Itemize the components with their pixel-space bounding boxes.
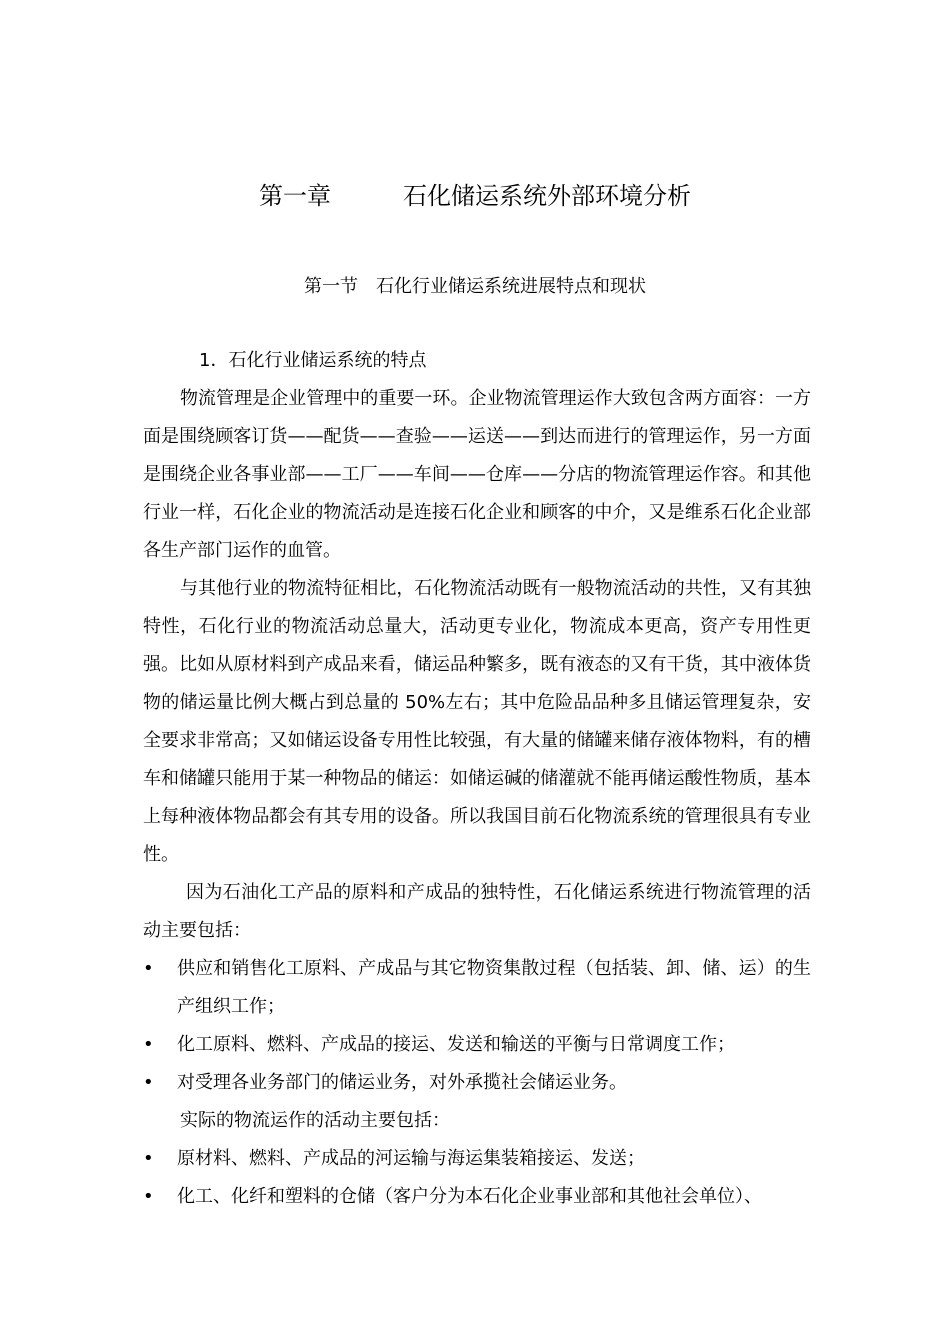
paragraph-2: 与其他行业的物流特征相比，石化物流活动既有一般物流活动的共性，又有其独特性，石化行业的物流活动总量大，活动更专业化，物流成本更高，资产专用性更强。比如从原材料到产成品来看，储运品种繁多，既有液态的又有干货，其中液体货物的储运量比例大概占到总量的 50%左右；其中危险品品种多且储运管理复杂，安全要求非常高；又如储运设备专用性比较强，有大量的储罐来储存液体物料，有的槽车和储罐只能用于某一种物品的储运：如储运碱的储灌就不能再储运酸性物质，基本上每种液体物品都会有其专用的设备。所以我国目前石化物流系统的管理很具有专业性。 <box>143 578 811 865</box>
bullet-icon: • <box>143 1186 154 1207</box>
section-title <box>0 273 950 301</box>
chapter-title <box>0 178 950 214</box>
bullet-list-2 <box>143 1140 811 1216</box>
paragraph-3: 因为石油化工产品的原料和产成品的独特性，石化储运系统进行物流管理的活动主要包括： <box>143 882 811 941</box>
chapter-number: 第一章 <box>259 182 331 210</box>
paragraph-1: 物流管理是企业管理中的重要一环。企业物流管理运作大致包含两方面容：一方面是围绕顾客订货——配货——查验——运送——到达而进行的管理运作，另一方面是围绕企业各事业部——工厂——车间——仓库——分店的物流管理运作容。和其他行业一样，石化企业的物流活动是连接石化企业和顾客的中介，又是维系石化企业部各生产部门运作的血管。 <box>143 388 811 561</box>
bullet-icon: • <box>143 1034 154 1055</box>
bullet-icon: • <box>143 1148 154 1169</box>
list-item: • 供应和销售化工原料、产成品与其它物资集散过程（包括装、卸、储、运）的生产组织工作； <box>143 950 811 1026</box>
paragraph-4: 实际的物流运作的活动主要包括： <box>180 1110 450 1131</box>
list-item: • 对受理各业务部门的储运业务，对外承揽社会储运业务。 <box>143 1064 811 1102</box>
list-item: • 原材料、燃料、产成品的河运输与海运集装箱接运、发送； <box>143 1140 811 1178</box>
chapter-name: 石化储运系统外部环境分析 <box>403 182 691 210</box>
bullet-list-1 <box>143 950 811 1102</box>
list-item: • 化工、化纤和塑料的仓储（客户分为本石化企业事业部和其他社会单位）、 <box>143 1178 811 1216</box>
bullet-icon: • <box>143 958 154 979</box>
list-item: • 化工原料、燃料、产成品的接运、发送和输送的平衡与日常调度工作； <box>143 1026 811 1064</box>
subheading: 1．石化行业储运系统的特点 <box>199 350 427 371</box>
bullet-icon: • <box>143 1072 154 1093</box>
body-text <box>143 342 811 1216</box>
section-number: 第一节 <box>304 276 358 297</box>
section-name: 石化行业储运系统进展特点和现状 <box>376 276 646 297</box>
